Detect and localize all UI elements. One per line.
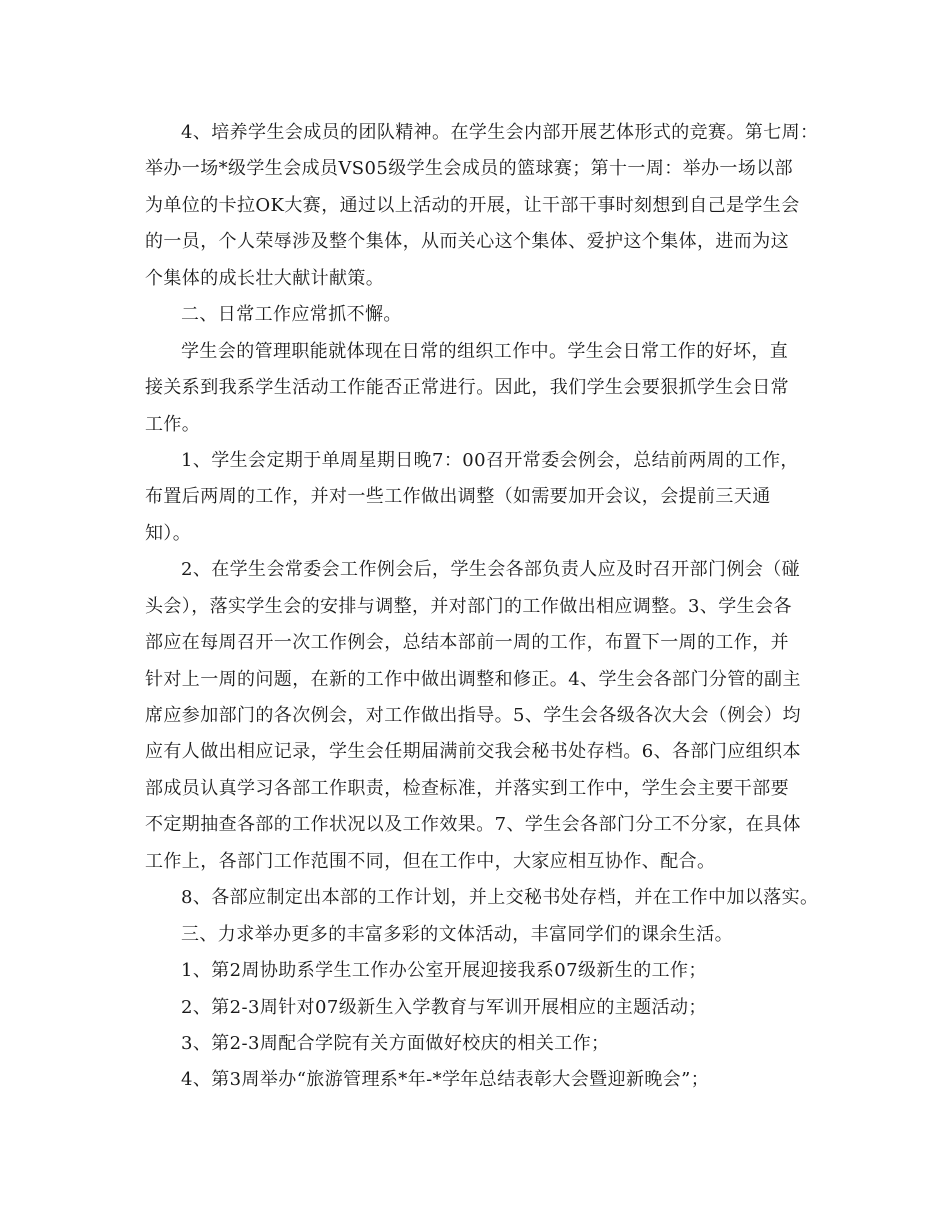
- paragraph-line: 应有人做出相应记录，学生会任期届满前交我会秘书处存档。6、各部门应组织本: [145, 741, 801, 763]
- paragraph-line: 席应参加部门的各次例会，对工作做出指导。5、学生会各级各次大会（例会）均: [145, 705, 801, 726]
- paragraph-line: 工作上，各部门工作范围不同，但在工作中，大家应相互协作、配合。: [145, 850, 716, 872]
- paragraph-line: 部应在每周召开一次工作例会，总结本部前一周的工作，布置下一周的工作，并: [145, 632, 789, 654]
- paragraph-line: 2、在学生会常委会工作例会后，学生会各部负责人应及时召开部门例会（碰: [181, 559, 801, 581]
- paragraph-line: 不定期抽查各部的工作状况以及工作效果。7、学生会各部门分工不分家，在具体: [145, 814, 801, 836]
- paragraph-line: 举办一场*级学生会成员VS05级学生会成员的篮球赛；第十一周：举办一场以部: [145, 158, 794, 180]
- paragraph-line: 个集体的成长壮大献计献策。: [145, 267, 385, 289]
- section-heading: 二、日常工作应常抓不懈。: [181, 304, 402, 326]
- paragraph-line: 接关系到我系学生活动工作能否正常进行。因此，我们学生会要狠抓学生会日常: [145, 377, 789, 399]
- paragraph-line: 为单位的卡拉OK大赛，通过以上活动的开展，让干部干事时刻想到自己是学生会: [145, 194, 800, 216]
- section-heading: 三、力求举办更多的丰富多彩的文体活动，丰富同学们的课余生活。: [181, 923, 733, 945]
- paragraph-line: 知）。: [145, 522, 192, 544]
- document-body: [145, 115, 835, 1099]
- paragraph-line: 8、各部应制定出本部的工作计划，并上交秘书处存档，并在工作中加以落实。: [181, 887, 819, 909]
- paragraph-line: 部成员认真学习各部工作职责，检查标准，并落实到工作中，学生会主要干部要: [145, 777, 789, 799]
- paragraph-line: 工作。: [145, 413, 201, 435]
- paragraph-line: 头会），落实学生会的安排与调整，并对部门的工作做出相应调整。3、学生会各: [145, 595, 792, 617]
- paragraph-line: 4、培养学生会成员的团队精神。在学生会内部开展艺体形式的竞赛。第七周：: [181, 122, 819, 143]
- paragraph-line: 布置后两周的工作，并对一些工作做出调整（如需要加开会议，会提前三天通: [145, 486, 771, 508]
- list-item: 4、第3周举办“旅游管理系*年-*学年总结表彰大会暨迎新晚会”；: [181, 1069, 710, 1091]
- list-item: 2、第2-3周针对07级新生入学教育与军训开展相应的主题活动；: [181, 996, 707, 1018]
- paragraph-line: 的一员，个人荣辱涉及整个集体，从而关心这个集体、爱护这个集体，进而为这: [145, 231, 789, 253]
- list-item: 1、第2周协助系学生工作办公室开展迎接我系07级新生的工作；: [181, 960, 707, 982]
- paragraph-line: 1、学生会定期于单周星期日晚7：00召开常委会例会，总结前两周的工作，: [181, 449, 799, 471]
- paragraph-line: 针对上一周的问题，在新的工作中做出调整和修正。4、学生会各部门分管的副主: [145, 668, 801, 690]
- paragraph-line: 学生会的管理职能就体现在日常的组织工作中。学生会日常工作的好坏，直: [181, 340, 789, 362]
- list-item: 3、第2-3周配合学院有关方面做好校庆的相关工作；: [181, 1032, 610, 1054]
